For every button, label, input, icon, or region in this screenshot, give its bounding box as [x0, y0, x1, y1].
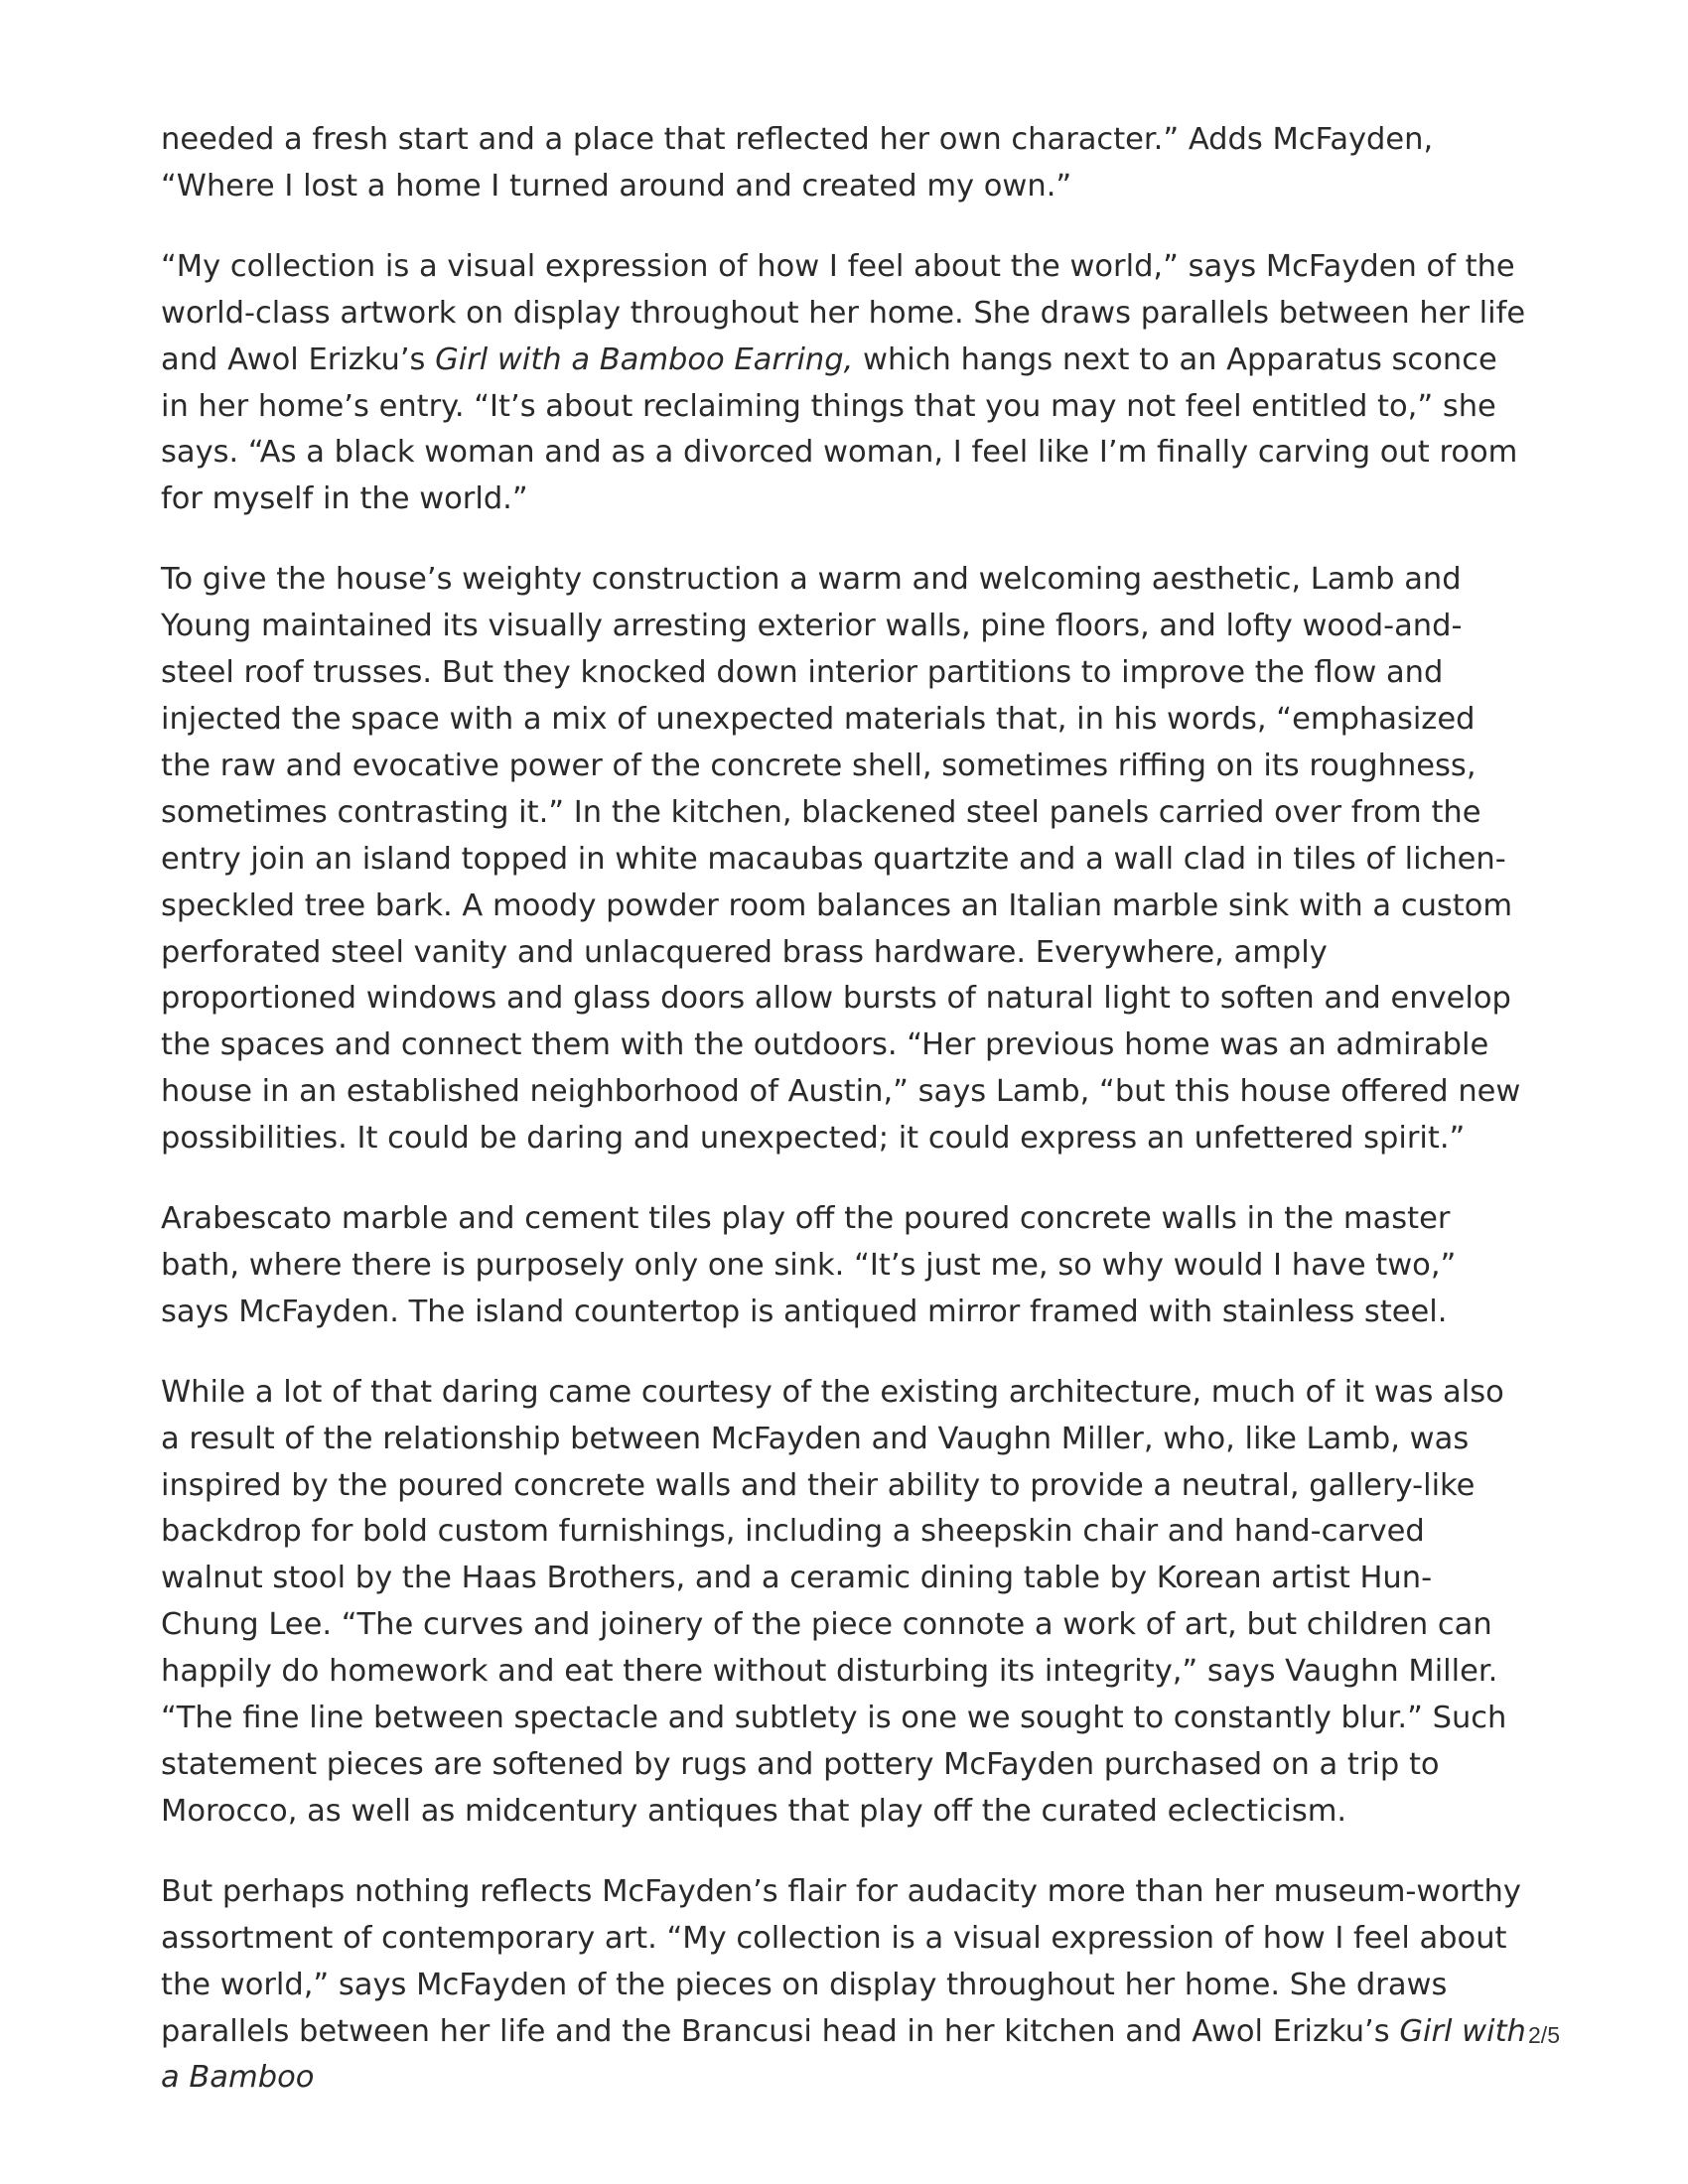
paragraph-5 [161, 1370, 1529, 1836]
paragraph-2 [161, 244, 1529, 523]
paragraph-2-text-after: which hangs next to an Apparatus sconce in her home’s entry. “It’s about reclaiming things that you may not feel entitled to,” she says. “As a black woman and as a divorced woman, I feel like I’m finally carving out room for myself in the world.” [161, 341, 1518, 517]
page-number: 2/5 [1528, 2022, 1560, 2048]
artwork-title: Girl with a Bamboo Earring, [435, 341, 854, 377]
paragraph-3-text: To give the house’s weighty construction a warm and welcoming aesthetic, Lamb and Young maintained its visually arresting exterior walls, pine floors, and lofty wood-and-steel roof trusses. But they knocked down interior partitions to improve the flow and injected the space with a mix of unexpected materials that, in his words, “emphasized the raw and evocative power of the concrete shell, sometimes riffing on its roughness, sometimes contrasting it.” In the kitchen, blackened steel panels carried over from the entry join an island topped in white macaubas quartzite and a wall clad in tiles of lichen-speckled tree bark. A moody powder room balances an Italian marble sink with a custom perforated steel vanity and unlacquered brass hardware. Everywhere, amply proportioned windows and glass doors allow bursts of natural light to soften and envelop the spaces and connect them with the outdoors. “Her previous home was an admirable house in an established neighborhood of Austin,” says Lamb, “but this house offered new possibilities. It could be daring and unexpected; it could express an unfettered spirit.” [161, 562, 1521, 1157]
paragraph-5-text: While a lot of that daring came courtesy of the existing architecture, much of it was also a result of the relationship between McFayden and Vaughn Miller, who, like Lamb, was inspired by the poured concrete walls and their ability to provide a neutral, gallery-like backdrop for bold custom furnishings, including a sheepskin chair and hand-carved walnut stool by the Haas Brothers, and a ceramic dining table by Korean artist Hun-Chung Lee. “The curves and joinery of the piece connote a work of art, but children can happily do homework and eat there without disturbing its integrity,” says Vaughn Miller. “The fine line between spectacle and subtlety is one we sought to constantly blur.” Such statement pieces are softened by rugs and pottery McFayden purchased on a trip to Morocco, as well as midcentury antiques that play off the curated eclecticism. [161, 1374, 1507, 1829]
paragraph-3 [161, 557, 1529, 1162]
artwork-title: Girl with a Bamboo [161, 2013, 1526, 2096]
paragraph-2-text-before: “My collection is a visual expression of how I feel about the world,” says McFayden of the world-class artwork on display throughout her home. She draws parallels between her life and Awol Erizku’s [161, 248, 1526, 377]
paragraph-1 [161, 117, 1529, 210]
paragraph-4 [161, 1196, 1529, 1336]
paragraph-6-text-before: But perhaps nothing reflects McFayden’s flair for audacity more than her museum-worthy assortment of contemporary art. “My collection is a visual expression of how I feel about the world,” says McFayden of the pieces on display throughout her home. She draws parallels between her life and the Brancusi head in her kitchen and Awol Erizku’s [161, 1873, 1521, 2049]
paragraph-1-text: needed a fresh start and a place that reflected her own character.” Adds McFayden, “Where I lost a home I turned around and created my own.” [161, 122, 1434, 204]
article-body [161, 117, 1529, 2135]
paragraph-4-text: Arabescato marble and cement tiles play off the poured concrete walls in the master bath, where there is purposely only one sink. “It’s just me, so why would I have two,” says McFayden. The island countertop is antiqued mirror framed with stainless steel. [161, 1201, 1457, 1329]
paragraph-6 [161, 1869, 1529, 2103]
